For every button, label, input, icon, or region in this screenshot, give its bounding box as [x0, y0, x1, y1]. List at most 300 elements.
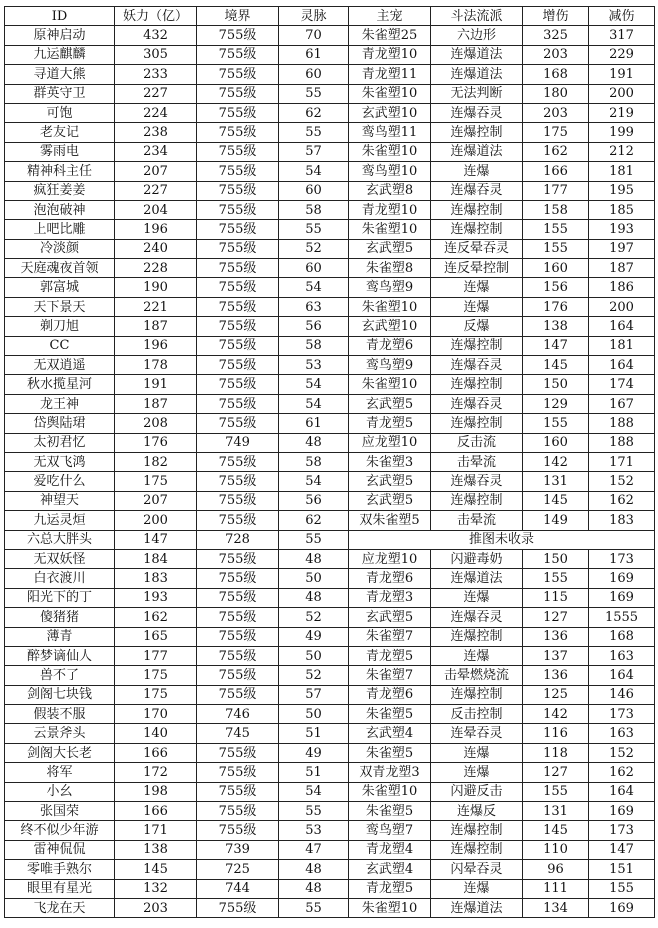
cell-damage-bonus: 149	[523, 511, 589, 530]
cell-combat-style: 连爆控制	[431, 840, 523, 859]
cell-main-pet: 青龙塑6	[349, 336, 431, 355]
cell-damage-bonus: 137	[523, 646, 589, 665]
cell-spirit-vein: 54	[279, 782, 349, 801]
table-row	[5, 530, 655, 549]
cell-combat-style: 连爆控制	[431, 414, 523, 433]
table-row	[5, 259, 655, 278]
cell-demon-power: 183	[115, 569, 197, 588]
cell-id: 无双飞鸿	[5, 452, 115, 471]
cell-demon-power: 165	[115, 627, 197, 646]
cell-combat-style: 连爆控制	[431, 375, 523, 394]
cell-main-pet: 朱雀塑8	[349, 259, 431, 278]
cell-spirit-vein: 47	[279, 840, 349, 859]
cell-damage-reduction: 164	[589, 782, 655, 801]
cell-id: 醉梦谪仙人	[5, 646, 115, 665]
cell-combat-style: 连爆道法	[431, 569, 523, 588]
cell-demon-power: 196	[115, 336, 197, 355]
cell-combat-style: 击晕燃烧流	[431, 666, 523, 685]
cell-combat-style: 击晕流	[431, 511, 523, 530]
cell-main-pet: 青龙塑10	[349, 45, 431, 64]
table-row	[5, 433, 655, 452]
cell-combat-style: 连爆吞灵	[431, 608, 523, 627]
cell-damage-reduction: 173	[589, 705, 655, 724]
table-row	[5, 763, 655, 782]
cell-damage-bonus: 160	[523, 259, 589, 278]
cell-main-pet: 青龙塑10	[349, 200, 431, 219]
cell-main-pet: 朱雀塑10	[349, 297, 431, 316]
cell-main-pet: 青龙塑5	[349, 879, 431, 898]
table-row	[5, 860, 655, 879]
table-row	[5, 685, 655, 704]
cell-demon-power: 200	[115, 511, 197, 530]
cell-main-pet: 鸾鸟塑11	[349, 123, 431, 142]
cell-damage-reduction: 183	[589, 511, 655, 530]
table-row	[5, 103, 655, 122]
cell-spirit-vein: 50	[279, 705, 349, 724]
cell-damage-bonus: 155	[523, 569, 589, 588]
table-row	[5, 200, 655, 219]
cell-damage-bonus: 155	[523, 220, 589, 239]
cell-realm: 745	[197, 724, 279, 743]
cell-realm: 755级	[197, 394, 279, 413]
table-body	[5, 26, 655, 918]
cell-combat-style: 闪避反击	[431, 782, 523, 801]
cell-damage-bonus: 203	[523, 45, 589, 64]
cell-combat-style: 连爆控制	[431, 491, 523, 510]
cell-id: 九运灵烜	[5, 511, 115, 530]
cell-id: 云景斧头	[5, 724, 115, 743]
table-row	[5, 608, 655, 627]
cell-damage-reduction: 188	[589, 414, 655, 433]
cell-damage-reduction: 169	[589, 898, 655, 917]
cell-main-pet: 朱雀塑25	[349, 26, 431, 45]
cell-realm: 755级	[197, 200, 279, 219]
cell-combat-style: 连爆道法	[431, 142, 523, 161]
cell-id: 岱舆陆珺	[5, 414, 115, 433]
cell-spirit-vein: 70	[279, 26, 349, 45]
table-row	[5, 123, 655, 142]
cell-spirit-vein: 55	[279, 84, 349, 103]
cell-realm: 755级	[197, 608, 279, 627]
cell-combat-style: 连爆	[431, 297, 523, 316]
cell-demon-power: 207	[115, 162, 197, 181]
cell-damage-reduction: 146	[589, 685, 655, 704]
cell-damage-reduction: 1555	[589, 608, 655, 627]
cell-spirit-vein: 61	[279, 45, 349, 64]
cell-damage-reduction: 199	[589, 123, 655, 142]
cell-damage-reduction: 155	[589, 879, 655, 898]
table-row	[5, 879, 655, 898]
cell-id: 假装不服	[5, 705, 115, 724]
cell-damage-bonus: 177	[523, 181, 589, 200]
cell-demon-power: 147	[115, 530, 197, 549]
cell-demon-power: 178	[115, 356, 197, 375]
cell-damage-bonus: 110	[523, 840, 589, 859]
cell-combat-style: 连爆吞灵	[431, 103, 523, 122]
cell-damage-reduction: 164	[589, 666, 655, 685]
cell-id: 兽不了	[5, 666, 115, 685]
cell-demon-power: 184	[115, 549, 197, 568]
cell-realm: 755级	[197, 336, 279, 355]
cell-realm: 755级	[197, 802, 279, 821]
cell-damage-reduction: 212	[589, 142, 655, 161]
cell-combat-style: 连反晕吞灵	[431, 239, 523, 258]
cell-main-pet: 朱雀塑5	[349, 705, 431, 724]
cell-realm: 755级	[197, 317, 279, 336]
header-realm: 境界	[197, 7, 279, 26]
cell-demon-power: 227	[115, 181, 197, 200]
cell-main-pet: 朱雀塑10	[349, 142, 431, 161]
cell-spirit-vein: 48	[279, 860, 349, 879]
cell-realm: 755级	[197, 743, 279, 762]
cell-realm: 744	[197, 879, 279, 898]
cell-damage-bonus: 325	[523, 26, 589, 45]
cell-demon-power: 204	[115, 200, 197, 219]
cell-demon-power: 234	[115, 142, 197, 161]
cell-id: 终不似少年游	[5, 821, 115, 840]
cell-main-pet: 玄武塑10	[349, 103, 431, 122]
cell-realm: 755级	[197, 472, 279, 491]
table-row	[5, 278, 655, 297]
cell-realm: 755级	[197, 414, 279, 433]
cell-realm: 725	[197, 860, 279, 879]
cell-spirit-vein: 52	[279, 666, 349, 685]
cell-id: 可饱	[5, 103, 115, 122]
cell-damage-bonus: 118	[523, 743, 589, 762]
cell-demon-power: 227	[115, 84, 197, 103]
cell-main-pet: 双青龙塑3	[349, 763, 431, 782]
cell-damage-bonus: 155	[523, 782, 589, 801]
cell-id: 疯狂姜姜	[5, 181, 115, 200]
cell-damage-reduction: 185	[589, 200, 655, 219]
cell-main-pet: 朱雀塑5	[349, 802, 431, 821]
cell-demon-power: 305	[115, 45, 197, 64]
cell-damage-bonus: 145	[523, 356, 589, 375]
cell-main-pet: 朱雀塑7	[349, 627, 431, 646]
cell-damage-reduction: 162	[589, 763, 655, 782]
cell-demon-power: 193	[115, 588, 197, 607]
cell-damage-reduction: 173	[589, 549, 655, 568]
cell-main-pet: 朱雀塑3	[349, 452, 431, 471]
cell-spirit-vein: 48	[279, 588, 349, 607]
cell-demon-power: 191	[115, 375, 197, 394]
cell-demon-power: 203	[115, 898, 197, 917]
cell-spirit-vein: 50	[279, 569, 349, 588]
cell-combat-style: 闪避毒奶	[431, 549, 523, 568]
cell-id: 雾雨电	[5, 142, 115, 161]
cell-realm: 755级	[197, 666, 279, 685]
cell-realm: 755级	[197, 646, 279, 665]
cell-damage-reduction: 169	[589, 588, 655, 607]
table-row	[5, 491, 655, 510]
rankings-table-container	[4, 6, 655, 918]
cell-realm: 755级	[197, 898, 279, 917]
cell-damage-bonus: 136	[523, 627, 589, 646]
cell-demon-power: 175	[115, 472, 197, 491]
table-row	[5, 375, 655, 394]
cell-combat-style: 连爆吞灵	[431, 472, 523, 491]
cell-main-pet: 玄武塑5	[349, 394, 431, 413]
cell-realm: 755级	[197, 685, 279, 704]
cell-id: 爱吃什么	[5, 472, 115, 491]
table-row	[5, 627, 655, 646]
cell-main-pet: 朱雀塑10	[349, 375, 431, 394]
cell-id: 零唯手熟尔	[5, 860, 115, 879]
cell-damage-reduction: 152	[589, 743, 655, 762]
cell-demon-power: 198	[115, 782, 197, 801]
cell-spirit-vein: 49	[279, 627, 349, 646]
cell-id: 六总大胖头	[5, 530, 115, 549]
cell-combat-style: 连爆吞灵	[431, 181, 523, 200]
cell-damage-reduction: 317	[589, 26, 655, 45]
cell-damage-reduction: 171	[589, 452, 655, 471]
cell-id: 阳光下的丁	[5, 588, 115, 607]
cell-damage-reduction: 152	[589, 472, 655, 491]
cell-combat-style: 连爆控制	[431, 685, 523, 704]
table-row	[5, 569, 655, 588]
cell-damage-reduction: 181	[589, 162, 655, 181]
cell-combat-style: 连爆控制	[431, 627, 523, 646]
cell-damage-reduction: 173	[589, 821, 655, 840]
cell-realm: 739	[197, 840, 279, 859]
cell-combat-style: 反击控制	[431, 705, 523, 724]
table-row	[5, 898, 655, 917]
cell-damage-bonus: 156	[523, 278, 589, 297]
cell-damage-reduction: 168	[589, 627, 655, 646]
cell-damage-bonus: 155	[523, 414, 589, 433]
cell-combat-style: 连爆控制	[431, 123, 523, 142]
cell-demon-power: 238	[115, 123, 197, 142]
cell-id: 小幺	[5, 782, 115, 801]
cell-spirit-vein: 53	[279, 356, 349, 375]
cell-demon-power: 138	[115, 840, 197, 859]
table-row	[5, 743, 655, 762]
cell-realm: 755级	[197, 491, 279, 510]
cell-main-pet: 玄武塑5	[349, 239, 431, 258]
table-row	[5, 336, 655, 355]
cell-combat-style: 连爆	[431, 763, 523, 782]
cell-combat-style: 连晕吞灵	[431, 724, 523, 743]
cell-damage-bonus: 175	[523, 123, 589, 142]
cell-id: 冷淡颜	[5, 239, 115, 258]
cell-spirit-vein: 58	[279, 336, 349, 355]
cell-id: 天下景天	[5, 297, 115, 316]
cell-damage-reduction: 200	[589, 297, 655, 316]
cell-id: 眼里有星光	[5, 879, 115, 898]
cell-demon-power: 166	[115, 802, 197, 821]
cell-spirit-vein: 48	[279, 549, 349, 568]
cell-combat-style: 连爆	[431, 879, 523, 898]
cell-id: 郭富城	[5, 278, 115, 297]
cell-combat-style: 连爆吞灵	[431, 356, 523, 375]
cell-damage-reduction: 197	[589, 239, 655, 258]
cell-realm: 755级	[197, 142, 279, 161]
cell-main-pet: 青龙塑5	[349, 646, 431, 665]
cell-spirit-vein: 54	[279, 162, 349, 181]
table-row	[5, 511, 655, 530]
cell-spirit-vein: 60	[279, 65, 349, 84]
cell-spirit-vein: 52	[279, 239, 349, 258]
cell-combat-style: 连爆道法	[431, 65, 523, 84]
cell-realm: 755级	[197, 821, 279, 840]
table-row	[5, 142, 655, 161]
cell-main-pet: 玄武塑5	[349, 608, 431, 627]
cell-spirit-vein: 54	[279, 278, 349, 297]
cell-combat-style: 连爆	[431, 743, 523, 762]
table-row	[5, 239, 655, 258]
cell-damage-bonus: 180	[523, 84, 589, 103]
cell-demon-power: 145	[115, 860, 197, 879]
cell-damage-bonus: 147	[523, 336, 589, 355]
cell-damage-bonus: 158	[523, 200, 589, 219]
cell-main-pet: 玄武塑4	[349, 724, 431, 743]
cell-main-pet: 鸾鸟塑10	[349, 162, 431, 181]
cell-spirit-vein: 55	[279, 220, 349, 239]
cell-damage-reduction: 162	[589, 491, 655, 510]
cell-damage-bonus: 142	[523, 452, 589, 471]
rankings-table	[4, 6, 655, 918]
table-header-row	[5, 7, 655, 26]
cell-realm: 755级	[197, 103, 279, 122]
cell-spirit-vein: 60	[279, 181, 349, 200]
cell-id: 九运麒麟	[5, 45, 115, 64]
cell-demon-power: 170	[115, 705, 197, 724]
cell-spirit-vein: 61	[279, 414, 349, 433]
cell-damage-bonus: 162	[523, 142, 589, 161]
cell-id: 薄青	[5, 627, 115, 646]
cell-id: 剑阁七块钱	[5, 685, 115, 704]
table-row	[5, 414, 655, 433]
table-row	[5, 297, 655, 316]
cell-realm: 755级	[197, 239, 279, 258]
cell-combat-style: 连爆	[431, 588, 523, 607]
cell-spirit-vein: 51	[279, 763, 349, 782]
cell-main-pet: 应龙塑10	[349, 549, 431, 568]
cell-main-pet: 鸾鸟塑9	[349, 356, 431, 375]
cell-combat-style: 六边形	[431, 26, 523, 45]
table-row	[5, 666, 655, 685]
cell-main-pet: 鸾鸟塑9	[349, 278, 431, 297]
cell-damage-reduction: 163	[589, 724, 655, 743]
cell-combat-style: 连爆控制	[431, 821, 523, 840]
cell-id: 泡泡破神	[5, 200, 115, 219]
cell-realm: 755级	[197, 549, 279, 568]
cell-damage-bonus: 145	[523, 821, 589, 840]
cell-damage-bonus: 145	[523, 491, 589, 510]
cell-damage-bonus: 166	[523, 162, 589, 181]
cell-main-pet: 玄武塑10	[349, 317, 431, 336]
table-row	[5, 705, 655, 724]
cell-realm: 755级	[197, 162, 279, 181]
cell-demon-power: 208	[115, 414, 197, 433]
cell-damage-bonus: 131	[523, 802, 589, 821]
cell-id: 寻道大熊	[5, 65, 115, 84]
table-row	[5, 394, 655, 413]
cell-spirit-vein: 48	[279, 433, 349, 452]
cell-spirit-vein: 57	[279, 685, 349, 704]
cell-realm: 755级	[197, 84, 279, 103]
header-combat-style: 斗法流派	[431, 7, 523, 26]
cell-combat-style: 连爆反	[431, 802, 523, 821]
table-row	[5, 65, 655, 84]
cell-main-pet: 玄武塑4	[349, 860, 431, 879]
cell-demon-power: 207	[115, 491, 197, 510]
cell-spirit-vein: 62	[279, 511, 349, 530]
cell-demon-power: 187	[115, 317, 197, 336]
cell-id: 将军	[5, 763, 115, 782]
cell-demon-power: 172	[115, 763, 197, 782]
header-damage-bonus: 增伤	[523, 7, 589, 26]
cell-spirit-vein: 51	[279, 724, 349, 743]
cell-combat-style: 连爆	[431, 646, 523, 665]
table-row	[5, 840, 655, 859]
cell-damage-reduction: 195	[589, 181, 655, 200]
cell-damage-reduction: 167	[589, 394, 655, 413]
cell-realm: 755级	[197, 763, 279, 782]
cell-combat-style: 连爆控制	[431, 336, 523, 355]
cell-main-pet: 应龙塑10	[349, 433, 431, 452]
cell-main-pet: 鸾鸟塑7	[349, 821, 431, 840]
cell-realm: 755级	[197, 123, 279, 142]
cell-id: 傻猪猪	[5, 608, 115, 627]
cell-demon-power: 224	[115, 103, 197, 122]
cell-combat-style: 反爆	[431, 317, 523, 336]
table-row	[5, 162, 655, 181]
cell-spirit-vein: 48	[279, 879, 349, 898]
cell-damage-reduction: 219	[589, 103, 655, 122]
cell-id: 群英守卫	[5, 84, 115, 103]
cell-damage-bonus: 134	[523, 898, 589, 917]
cell-realm: 755级	[197, 220, 279, 239]
cell-damage-bonus: 138	[523, 317, 589, 336]
cell-id: 雷神侃侃	[5, 840, 115, 859]
header-demon-power: 妖力（亿）	[115, 7, 197, 26]
table-row	[5, 181, 655, 200]
cell-id: 太初君忆	[5, 433, 115, 452]
cell-combat-style: 连反晕控制	[431, 259, 523, 278]
cell-spirit-vein: 57	[279, 142, 349, 161]
header-damage-reduction: 减伤	[589, 7, 655, 26]
cell-spirit-vein: 63	[279, 297, 349, 316]
cell-spirit-vein: 55	[279, 802, 349, 821]
cell-demon-power: 221	[115, 297, 197, 316]
cell-id: CC	[5, 336, 115, 355]
cell-realm: 755级	[197, 511, 279, 530]
cell-main-pet: 青龙塑3	[349, 588, 431, 607]
table-row	[5, 452, 655, 471]
cell-demon-power: 171	[115, 821, 197, 840]
cell-demon-power: 132	[115, 879, 197, 898]
cell-combat-style: 连爆	[431, 278, 523, 297]
cell-spirit-vein: 54	[279, 394, 349, 413]
cell-id: 天庭魂夜首领	[5, 259, 115, 278]
table-row	[5, 317, 655, 336]
cell-spirit-vein: 55	[279, 123, 349, 142]
cell-damage-reduction: 163	[589, 646, 655, 665]
cell-realm: 749	[197, 433, 279, 452]
cell-id: 张国荣	[5, 802, 115, 821]
cell-spirit-vein: 54	[279, 472, 349, 491]
cell-realm: 755级	[197, 452, 279, 471]
cell-combat-style: 反击流	[431, 433, 523, 452]
cell-realm: 755级	[197, 356, 279, 375]
cell-main-pet: 青龙塑5	[349, 414, 431, 433]
cell-damage-reduction: 147	[589, 840, 655, 859]
table-row	[5, 356, 655, 375]
table-row	[5, 588, 655, 607]
cell-damage-bonus: 111	[523, 879, 589, 898]
cell-combat-style: 无法判断	[431, 84, 523, 103]
